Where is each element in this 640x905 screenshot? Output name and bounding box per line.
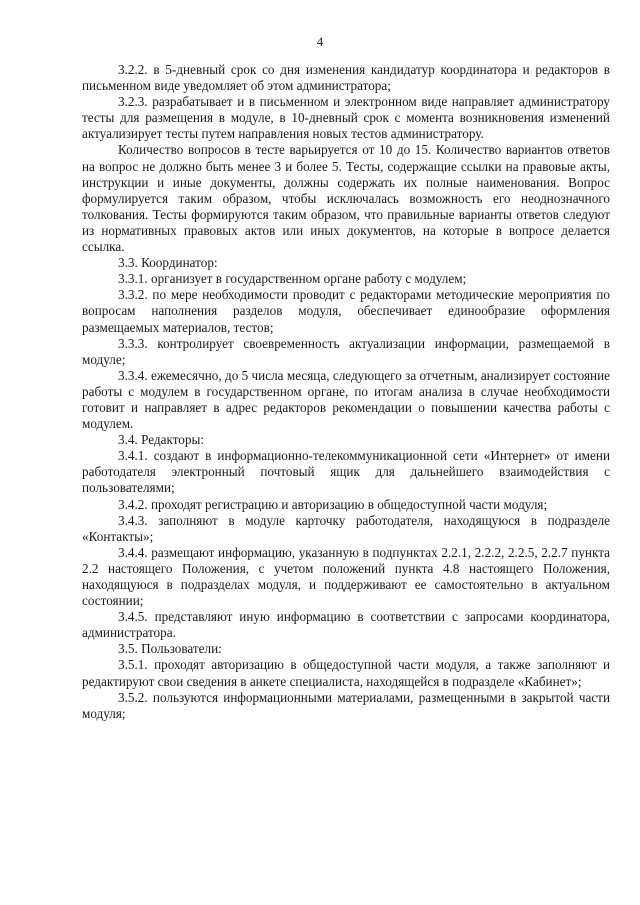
- document-body: [82, 62, 610, 722]
- paragraph-3-3-4: 3.3.4. ежемесячно, до 5 числа месяца, следующего за отчетным, анализирует состояние работы с модулем в государственном органе, по итогам анализа в случае необходимости готовит и направляет в адрес редакторов рекомендации о повышении качества работы с модулем.: [82, 367, 610, 432]
- page-number: 4: [316, 34, 324, 49]
- paragraph-3-3-2: 3.3.2. по мере необходимости проводит с редакторами методические мероприятия по вопросам наполнения разделов модуля, обеспечивает единообразие оформления размещаемых материалов, тестов;: [82, 287, 610, 335]
- paragraph-3-5-1: 3.5.1. проходят авторизацию в общедоступной части модуля, а также заполняют и редактируют свои сведения в анкете специалиста, находящейся в подразделе «Кабинет»;: [82, 657, 610, 689]
- paragraph-3-4-1: 3.4.1. создают в информационно-телекоммуникационной сети «Интернет» от имени работодателя электронный почтовый ящик для дальнейшего взаимодействия с пользователями;: [82, 448, 610, 496]
- paragraph-3-3-3: 3.3.3. контролирует своевременность актуализации информации, размещаемой в модуле;: [82, 335, 610, 367]
- section-heading-users: 3.5. Пользователи:: [118, 641, 222, 657]
- paragraph-test-requirements: Количество вопросов в тесте варьируется от 10 до 15. Количество вариантов ответов на вопрос не должно быть менее 3 и более 5. Тесты, содержащие ссылки на правовые акты, инструкции и иные документы, должны содержать их полные наименования. Вопрос формулируется таким образом, чтобы исключалась возможность его неоднозначного толкования. Тесты формируются таким образом, что правильные варианты ответов следуют из нормативных правовых актов или иных документов, на которые в вопросе делается ссылка.: [82, 142, 610, 255]
- paragraph-3-2-3: 3.2.3. разрабатывает и в письменном и электронном виде направляет администратору тесты для размещения в модуле, в 10-дневный срок с момента возникновения изменений актуализирует тесты путем направления новых тестов администратору.: [82, 94, 610, 142]
- section-heading-coordinator: 3.3. Координатор:: [118, 255, 218, 271]
- paragraph-3-4-3: 3.4.3. заполняют в модуле карточку работодателя, находящуюся в подразделе «Контакты»;: [82, 512, 610, 544]
- paragraph-3-4-4: 3.4.4. размещают информацию, указанную в подпунктах 2.2.1, 2.2.2, 2.2.5, 2.2.7 пункта 2.2 настоящего Положения, с учетом положений пункта 4.8 настоящего Положения, находящуюся в подразделах модуля, и поддерживают ее самостоятельно в актуальном состоянии;: [82, 544, 610, 609]
- paragraph-3-2-2: 3.2.2. в 5-дневный срок со дня изменения кандидатур координатора и редакторов в письменном виде уведомляет об этом администратора;: [82, 62, 610, 94]
- section-heading-editors: 3.4. Редакторы:: [118, 432, 205, 448]
- paragraph-3-4-5: 3.4.5. представляют иную информацию в соответствии с запросами координатора, администратора.: [82, 609, 610, 641]
- paragraph-3-5-2: 3.5.2. пользуются информационными материалами, размещенными в закрытой части модуля;: [82, 689, 610, 721]
- paragraph-3-3-1: 3.3.1. организует в государственном органе работу с модулем;: [118, 271, 467, 287]
- paragraph-3-4-2: 3.4.2. проходят регистрацию и авторизацию в общедоступной части модуля;: [118, 496, 548, 512]
